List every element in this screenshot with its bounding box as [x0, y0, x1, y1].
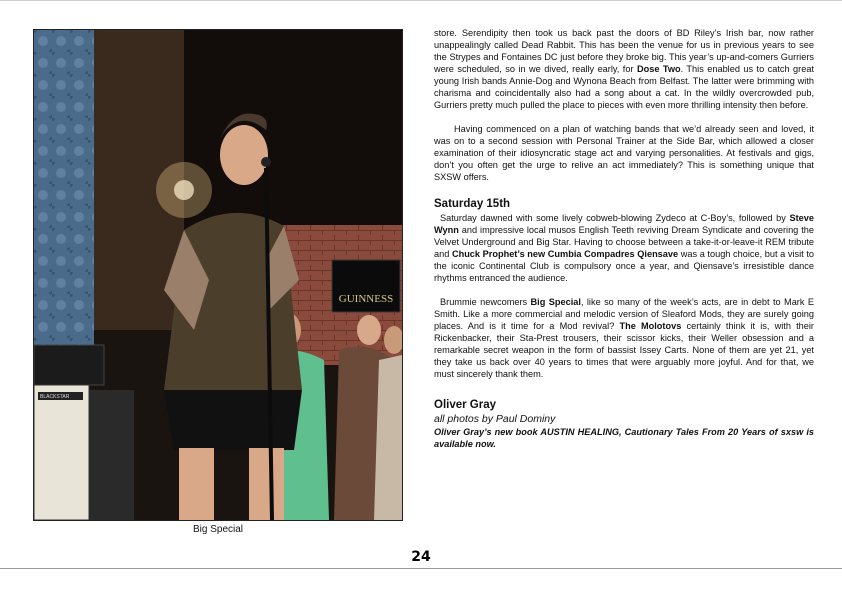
paragraph-1: store. Serendipity then took us back past the doors of BD Riley’s Irish bar, now rather unappealingly called Dead Rabbit. This has been the venue for us in previous years to see the Strypes and Fontaines DC just before they broke big. This year’s up-and-comers Gurriers were scheduled, so in we dived, really early, for Dose Two. This enabled us to catch great young Irish bands Annie-Dog and Wynona Beach from Belfast. The latter were brimming with charisma and coincidentally also had a song about a cat. In the wildly overcrowded pub, Gurriers pretty much pulled the place to pieces with even more thrilling intensity then before. — [434, 28, 814, 110]
section-heading: Saturday 15th — [434, 198, 511, 210]
bold-big-special: Big Special — [530, 297, 581, 307]
bold-chuck-prophet: Chuck Prophet’s new Cumbia Compadres Qiensave — [451, 249, 679, 259]
page-number: 24 — [411, 549, 431, 565]
concert-photo — [33, 29, 403, 521]
amp-label: BLACKSTAR — [40, 394, 70, 400]
bottom-rule — [0, 568, 842, 569]
photo-caption: Big Special — [192, 524, 244, 535]
paragraph-4: Brummie newcomers Big Special, like so many of the week’s acts, are in debt to Mark E Smith. Like a more commercial and melodic version of Sleaford Mods, they are surely going places. And is it time for a Mod revival? The Molotovs certainly think it is, with their Rickenbacker, their Sta-Prest trousers, their scissor kicks, their Weller obsession and a remarkable secret weapon in the form of bassist Issey Carts. None of them are yet 21, yet they take us back over 40 years to times that were arguably more joyful. And for that, we must sincerely thank them. — [434, 297, 814, 379]
paragraph-2: Having commenced on a plan of watching bands that we’d already seen and loved, it was on to a second session with Personal Trainer at the Side Bar, which allowed a closer examination of their idiosyncratic stage act and varying personalities. At festivals and gigs, don’t you often get the urge to relive an act immediately? This is something unique that SXSW offers. — [434, 124, 814, 182]
article-column — [434, 27, 814, 450]
author-name: Oliver Gray — [434, 399, 497, 411]
book-note: Oliver Gray’s new book AUSTIN HEALING, Cautionary Tales From 20 Years of sxsw is available now. — [434, 427, 814, 449]
bold-steve-wynn: Steve Wynn — [434, 213, 814, 235]
bold-the-molotovs: The Molotovs — [619, 321, 682, 331]
photo-credit: all photos by Paul Dominy — [434, 413, 556, 425]
guinness-sign: GUINNESS — [338, 293, 394, 305]
bold-dose-two: Dose Two — [636, 64, 681, 74]
top-rule — [0, 0, 842, 1]
paragraph-3: Saturday dawned with some lively cobweb-blowing Zydeco at C-Boy’s, followed by Steve Wynn and impressive local musos English Teeth reviving Dream Syndicate and covering the Velvet Underground and Big Star. Having to choose between a take-it-or-leave-it REM tribute and Chuck Prophet’s new Cumbia Compadres Qiensave was a tough choice, but a visit to the iconic Continental Club is compulsory once a year, and Qiensave’s irresistible dance rhythms entranced the audience. — [434, 213, 814, 283]
